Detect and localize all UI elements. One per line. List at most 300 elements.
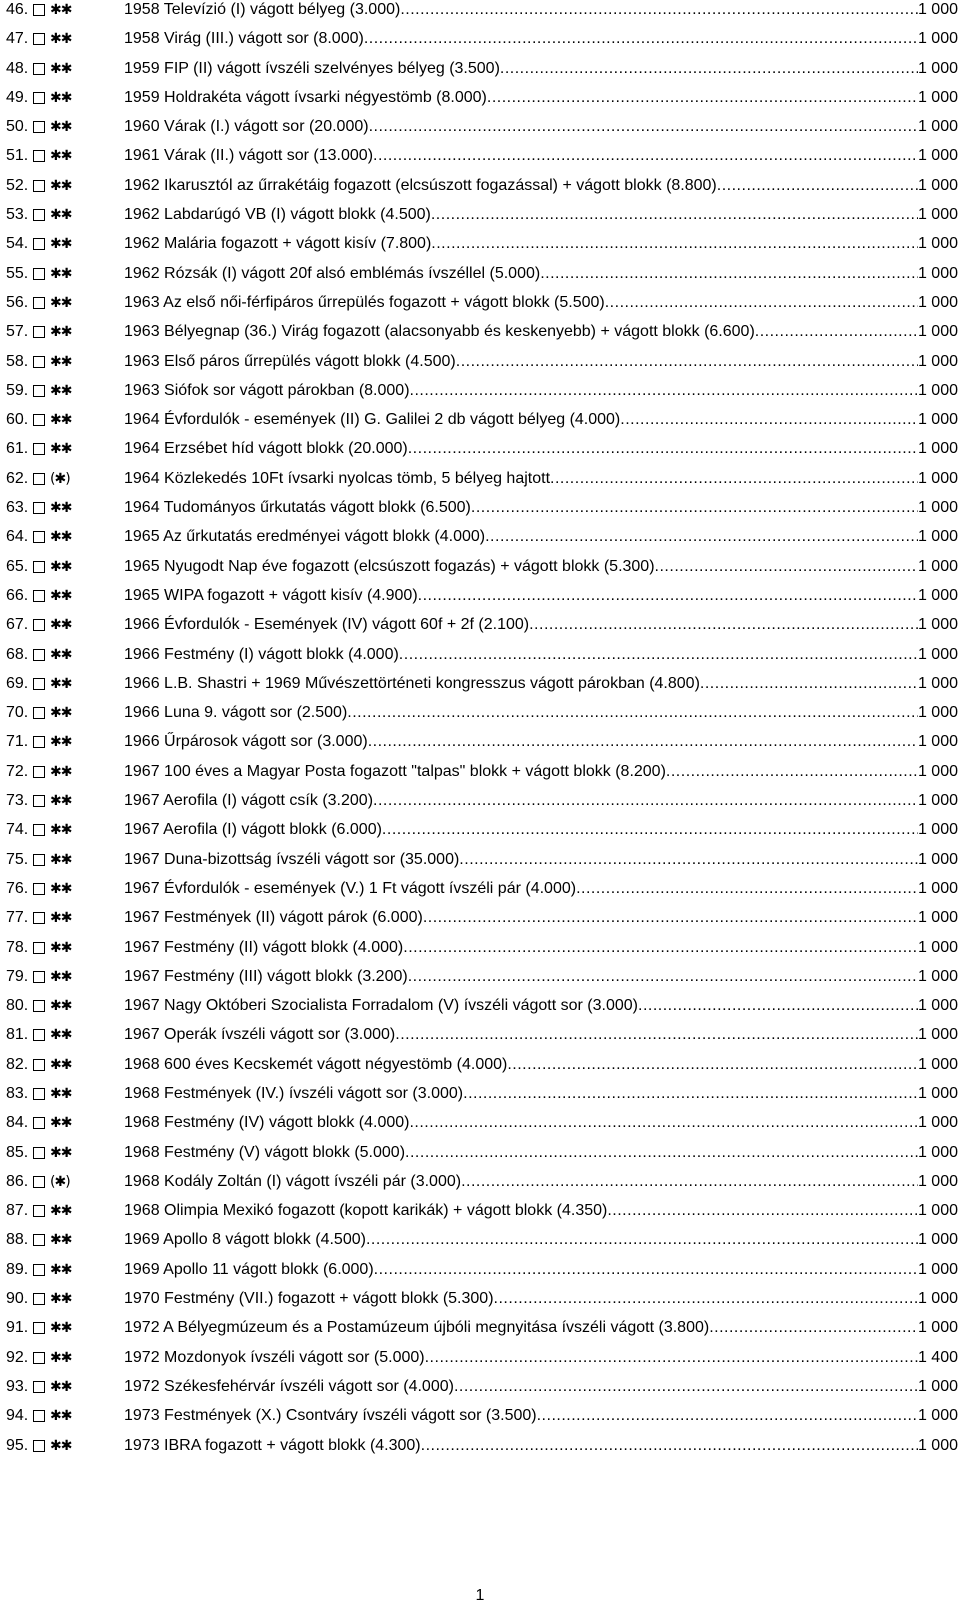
item-line [124,967,958,987]
list-item [0,1348,960,1377]
item-line [124,732,958,752]
item-number: 77. [6,909,29,927]
condition-marks: ✱✱ [50,763,72,780]
dot-leader [364,29,918,49]
condition-marks: ✱✱ [50,675,72,692]
item-price: 1 000 [917,264,958,282]
checkbox-icon[interactable] [33,1352,45,1364]
checkbox-icon[interactable] [33,1176,45,1188]
dot-leader [395,1025,918,1045]
item-description: 1972 Mozdonyok ívszéli vágott sor (5.000) [124,1348,425,1366]
condition-marks: ✱✱ [50,1056,72,1073]
dot-leader [605,293,918,313]
item-price: 1 000 [917,1231,958,1249]
item-description: 1972 Székesfehérvár ívszéli vágott sor (4.000) [124,1377,454,1395]
condition-marks: (✱) [50,470,70,487]
item-price: 1 000 [917,206,958,224]
condition-marks: ✱✱ [50,998,72,1015]
list-item [0,469,960,498]
item-number: 64. [6,528,29,546]
checkbox-icon[interactable] [33,1293,45,1305]
list-item [0,645,960,674]
item-line [124,469,958,489]
condition-marks: ✱✱ [50,148,72,165]
list-item [0,1113,960,1142]
item-line [124,1172,958,1192]
checkbox-icon[interactable] [33,4,45,16]
item-number: 70. [6,704,29,722]
item-number: 57. [6,323,29,341]
list-item [0,88,960,117]
item-description: 1963 Siófok sor vágott párokban (8.000) [124,381,410,399]
item-price: 1 000 [917,88,958,106]
list-item [0,732,960,761]
item-number: 93. [6,1377,29,1395]
item-description: 1962 Ikarusztól az űrrakétáig fogazott (elcsúszott fogazással) + vágott blokk (8.800) [124,176,717,194]
item-description: 1967 Festmény (III) vágott blokk (3.200) [124,967,408,985]
page-number: 1 [475,1587,485,1604]
item-price: 1 000 [917,586,958,604]
checkbox-icon[interactable] [33,356,45,368]
item-description: 1968 Olimpia Mexikó fogazott (kopott karikák) + vágott blokk (4.350) [124,1202,608,1220]
condition-marks: ✱✱ [50,734,72,751]
item-price: 1 000 [917,528,958,546]
checkbox-icon[interactable] [33,238,45,250]
condition-marks: ✱✱ [50,207,72,224]
dot-leader [459,850,918,870]
condition-marks: ✱✱ [50,324,72,341]
item-description: 1970 Festmény (VII.) fogazott + vágott blokk (5.300) [124,1290,494,1308]
item-price: 1 000 [917,1143,958,1161]
checkbox-icon[interactable] [33,766,45,778]
checkbox-icon[interactable] [33,326,45,338]
list-item [0,498,960,527]
checkbox-icon[interactable] [33,1381,45,1393]
item-description: 1964 Évfordulók - események (II) G. Galilei 2 db vágott bélyeg (4.000) [124,411,621,429]
condition-marks: ✱✱ [50,558,72,575]
item-line [124,410,958,430]
item-description: 1969 Apollo 11 vágott blokk (6.000) [124,1260,374,1278]
item-description: 1963 Az első női-férfipáros űrrepülés fogazott + vágott blokk (5.500) [124,293,605,311]
item-number: 46. [6,1,29,18]
item-number: 59. [6,381,29,399]
checkbox-icon[interactable] [33,1117,45,1129]
item-description: 1967 Aerofila (I) vágott csík (3.200) [124,792,374,810]
list-item [0,146,960,175]
item-description: 1964 Közlekedés 10Ft ívsarki nyolcas tömb, 5 bélyeg hajtott [124,469,551,487]
checkbox-icon[interactable] [33,590,45,602]
item-description: 1960 Várak (I.) vágott sor (20.000) [124,118,369,136]
item-price: 1 000 [917,1260,958,1278]
item-price: 1 000 [917,118,958,136]
condition-marks: ✱✱ [50,1232,72,1249]
item-line [124,1113,958,1133]
item-line [124,527,958,547]
item-price: 1 000 [917,674,958,692]
item-price: 1 000 [917,1202,958,1220]
dot-leader [755,322,918,342]
item-number: 50. [6,118,29,136]
item-line [124,850,958,870]
dot-leader [638,996,918,1016]
item-description: 1967 Aerofila (I) vágott blokk (6.000) [124,821,382,839]
checkbox-icon[interactable] [33,824,45,836]
item-line [124,938,958,958]
item-number: 69. [6,674,29,692]
list-item [0,996,960,1025]
item-number: 94. [6,1407,29,1425]
item-price: 1 000 [917,1055,958,1073]
item-price: 1 000 [917,147,958,165]
item-number: 75. [6,850,29,868]
item-price: 1 000 [917,1026,958,1044]
item-description: 1966 Festmény (I) vágott blokk (4.000) [124,645,399,663]
condition-marks: ✱✱ [50,441,72,458]
checkbox-icon[interactable] [33,1234,45,1246]
condition-marks: ✱✱ [50,1115,72,1132]
list-item [0,1260,960,1289]
condition-marks: ✱✱ [50,89,72,106]
checkbox-icon[interactable] [33,1147,45,1159]
list-item [0,29,960,58]
checkbox-icon[interactable] [33,1059,45,1071]
item-number: 63. [6,499,29,517]
item-description: 1972 A Bélyegmúzeum és a Postamúzeum újbóli megnyitása ívszéli vágott (3.800) [124,1319,710,1337]
checkbox-icon[interactable] [33,678,45,690]
checkbox-icon[interactable] [33,180,45,192]
item-price: 1 000 [917,1290,958,1308]
item-line [124,762,958,782]
dot-leader [494,1289,918,1309]
item-price: 1 000 [917,1084,958,1102]
condition-marks: ✱✱ [50,412,72,429]
item-price: 1 000 [917,645,958,663]
item-number: 48. [6,59,29,77]
item-description: 1958 Televízió (I) vágott bélyeg (3.000) [124,1,401,18]
list-item [0,850,960,879]
item-line [124,439,958,459]
condition-marks: ✱✱ [50,793,72,810]
dot-leader [471,498,918,518]
list-item [0,586,960,615]
item-number: 91. [6,1319,29,1337]
item-price: 1 000 [917,1319,958,1337]
dot-leader [576,879,918,899]
item-line [124,1348,958,1368]
item-description: 1967 Nagy Októberi Szocialista Forradalom (V) ívszéli vágott sor (3.000) [124,997,638,1015]
condition-marks: ✱✱ [50,1291,72,1308]
item-number: 71. [6,733,29,751]
item-price: 1 000 [917,176,958,194]
item-line [124,586,958,606]
dot-leader [507,1055,918,1075]
list-item [0,762,960,791]
checkbox-icon[interactable] [33,1000,45,1012]
item-price: 1 000 [917,997,958,1015]
item-description: 1961 Várak (II.) vágott sor (13.000) [124,147,374,165]
item-description: 1958 Virág (III.) vágott sor (8.000) [124,30,364,48]
checkbox-icon[interactable] [33,883,45,895]
item-description: 1968 Festmény (IV) vágott blokk (4.000) [124,1114,410,1132]
dot-leader [717,176,918,196]
checkbox-icon[interactable] [33,1205,45,1217]
condition-marks: ✱✱ [50,1320,72,1337]
dot-leader [347,703,918,723]
condition-marks: ✱✱ [50,2,72,18]
item-line [124,1230,958,1250]
checkbox-icon[interactable] [33,531,45,543]
condition-marks: ✱✱ [50,382,72,399]
dot-leader [373,146,918,166]
item-price: 1 000 [917,704,958,722]
item-number: 65. [6,557,29,575]
checkbox-icon[interactable] [33,63,45,75]
list-item [0,908,960,937]
item-line [124,205,958,225]
dot-leader [431,234,918,254]
checkbox-icon[interactable] [33,736,45,748]
item-price: 1 000 [917,323,958,341]
condition-marks: ✱✱ [50,119,72,136]
item-line [124,88,958,108]
checkbox-icon[interactable] [33,92,45,104]
condition-marks: ✱✱ [50,1408,72,1425]
dot-leader [485,527,918,547]
dot-leader [409,1113,917,1133]
checkbox-icon[interactable] [33,502,45,514]
checkbox-icon[interactable] [33,649,45,661]
item-price: 1 000 [917,1377,958,1395]
item-number: 68. [6,645,29,663]
item-number: 49. [6,88,29,106]
checkbox-icon[interactable] [33,561,45,573]
item-price: 1 000 [917,411,958,429]
list-item [0,205,960,234]
dot-leader [399,645,918,665]
checkbox-icon[interactable] [33,473,45,485]
condition-marks: ✱✱ [50,294,72,311]
item-description: 1959 FIP (II) vágott ívszéli szelvényes bélyeg (3.500) [124,59,500,77]
item-price: 1 000 [917,1114,958,1132]
item-number: 67. [6,616,29,634]
list-item [0,59,960,88]
item-line [124,1201,958,1221]
item-number: 47. [6,30,29,48]
list-item [0,1377,960,1406]
checkbox-icon[interactable] [33,795,45,807]
item-number: 74. [6,821,29,839]
item-price: 1 000 [917,59,958,77]
item-number: 88. [6,1231,29,1249]
item-line [124,322,958,342]
list-item [0,234,960,263]
item-line [124,1260,958,1280]
dot-leader [366,1230,918,1250]
item-price: 1 000 [917,1172,958,1190]
item-line [124,557,958,577]
item-description: 1973 IBRA fogazott + vágott blokk (4.300) [124,1436,421,1454]
item-description: 1967 Festmények (II) vágott párok (6.000) [124,909,423,927]
item-number: 86. [6,1172,29,1190]
dot-leader [463,1084,918,1104]
item-number: 72. [6,762,29,780]
checkbox-icon[interactable] [33,121,45,133]
list-item [0,791,960,820]
condition-marks: ✱✱ [50,1085,72,1102]
item-description: 1963 Első páros űrrepülés vágott blokk (4.500) [124,352,456,370]
dot-leader [400,0,918,20]
list-item [0,1143,960,1172]
item-number: 90. [6,1290,29,1308]
condition-marks: ✱✱ [50,1349,72,1366]
condition-marks: ✱✱ [50,500,72,517]
condition-marks: ✱✱ [50,265,72,282]
item-number: 66. [6,586,29,604]
list-item [0,352,960,381]
item-line [124,879,958,899]
checkbox-icon[interactable] [33,1410,45,1422]
item-price: 1 000 [917,967,958,985]
item-number: 52. [6,176,29,194]
item-line [124,1377,958,1397]
list-item [0,0,960,29]
list-item [0,938,960,967]
condition-marks: ✱✱ [50,705,72,722]
checkbox-icon[interactable] [33,942,45,954]
item-description: 1965 WIPA fogazott + vágott kisív (4.900) [124,586,418,604]
dot-leader [368,732,918,752]
dot-leader [425,1348,918,1368]
item-description: 1965 Az űrkutatás eredményei vágott blokk (4.000) [124,528,486,546]
list-item [0,1406,960,1435]
checkbox-icon[interactable] [33,971,45,983]
item-price: 1 000 [917,938,958,956]
item-description: 1966 Luna 9. vágott sor (2.500) [124,704,348,722]
item-description: 1968 Kodály Zoltán (I) vágott ívszéli pár (3.000) [124,1172,462,1190]
item-number: 81. [6,1026,29,1044]
condition-marks: ✱✱ [50,968,72,985]
item-line [124,59,958,79]
item-number: 85. [6,1143,29,1161]
checkbox-icon[interactable] [33,1029,45,1041]
dot-leader [620,410,918,430]
item-description: 1966 Űrpárosok vágott sor (3.000) [124,733,368,751]
item-line [124,1055,958,1075]
item-price: 1 000 [917,616,958,634]
dot-leader [500,59,918,79]
dot-leader [487,88,918,108]
checkbox-icon[interactable] [33,268,45,280]
checkbox-icon[interactable] [33,33,45,45]
list-item [0,674,960,703]
dot-leader [369,117,918,137]
item-line [124,1143,958,1163]
checkbox-icon[interactable] [33,1322,45,1334]
condition-marks: ✱✱ [50,60,72,77]
item-line [124,1318,958,1338]
item-number: 62. [6,469,29,487]
dot-leader [540,264,918,284]
dot-leader [666,762,918,782]
list-item [0,264,960,293]
dot-leader [423,908,918,928]
dot-leader [700,674,918,694]
condition-marks: ✱✱ [50,910,72,927]
checkbox-icon[interactable] [33,414,45,426]
dot-leader [655,557,918,577]
list-item [0,967,960,996]
condition-marks: ✱✱ [50,646,72,663]
checkbox-icon[interactable] [33,854,45,866]
checkbox-icon[interactable] [33,619,45,631]
item-line [124,0,958,20]
condition-marks: (✱) [50,1173,70,1190]
list-item [0,1172,960,1201]
item-description: 1962 Malária fogazott + vágott kisív (7.800) [124,235,432,253]
item-line [124,908,958,928]
list-item [0,322,960,351]
item-line [124,234,958,254]
item-description: 1967 Operák ívszéli vágott sor (3.000) [124,1026,396,1044]
item-line [124,1436,958,1456]
checkbox-icon[interactable] [33,1088,45,1100]
item-description: 1964 Tudományos űrkutatás vágott blokk (6.500) [124,499,471,517]
item-number: 53. [6,206,29,224]
item-price: 1 000 [917,1,958,18]
list-item [0,381,960,410]
item-price: 1 000 [917,469,958,487]
condition-marks: ✱✱ [50,31,72,48]
item-price: 1 000 [917,879,958,897]
condition-marks: ✱✱ [50,587,72,604]
item-line [124,1025,958,1045]
dot-leader [431,205,918,225]
list-item [0,293,960,322]
dot-leader [550,469,918,489]
item-line [124,645,958,665]
item-number: 84. [6,1114,29,1132]
checkbox-icon[interactable] [33,1264,45,1276]
item-number: 89. [6,1260,29,1278]
item-price: 1 000 [917,1436,958,1454]
checkbox-icon[interactable] [33,1440,45,1452]
checkbox-icon[interactable] [33,385,45,397]
list-item [0,1436,960,1465]
checkbox-icon[interactable] [33,443,45,455]
checkbox-icon[interactable] [33,912,45,924]
item-number: 76. [6,879,29,897]
checkbox-icon[interactable] [33,150,45,162]
list-item [0,1318,960,1347]
item-line [124,1289,958,1309]
checkbox-icon[interactable] [33,297,45,309]
dot-leader [403,938,918,958]
dot-leader [373,791,918,811]
dot-leader [418,586,918,606]
item-price: 1 000 [917,733,958,751]
item-line [124,293,958,313]
item-price: 1 000 [917,909,958,927]
item-number: 58. [6,352,29,370]
item-number: 55. [6,264,29,282]
dot-leader [374,1260,918,1280]
item-number: 51. [6,147,29,165]
checkbox-icon[interactable] [33,707,45,719]
condition-marks: ✱✱ [50,1261,72,1278]
checkbox-icon[interactable] [33,209,45,221]
list-item [0,439,960,468]
item-description: 1969 Apollo 8 vágott blokk (4.500) [124,1231,366,1249]
